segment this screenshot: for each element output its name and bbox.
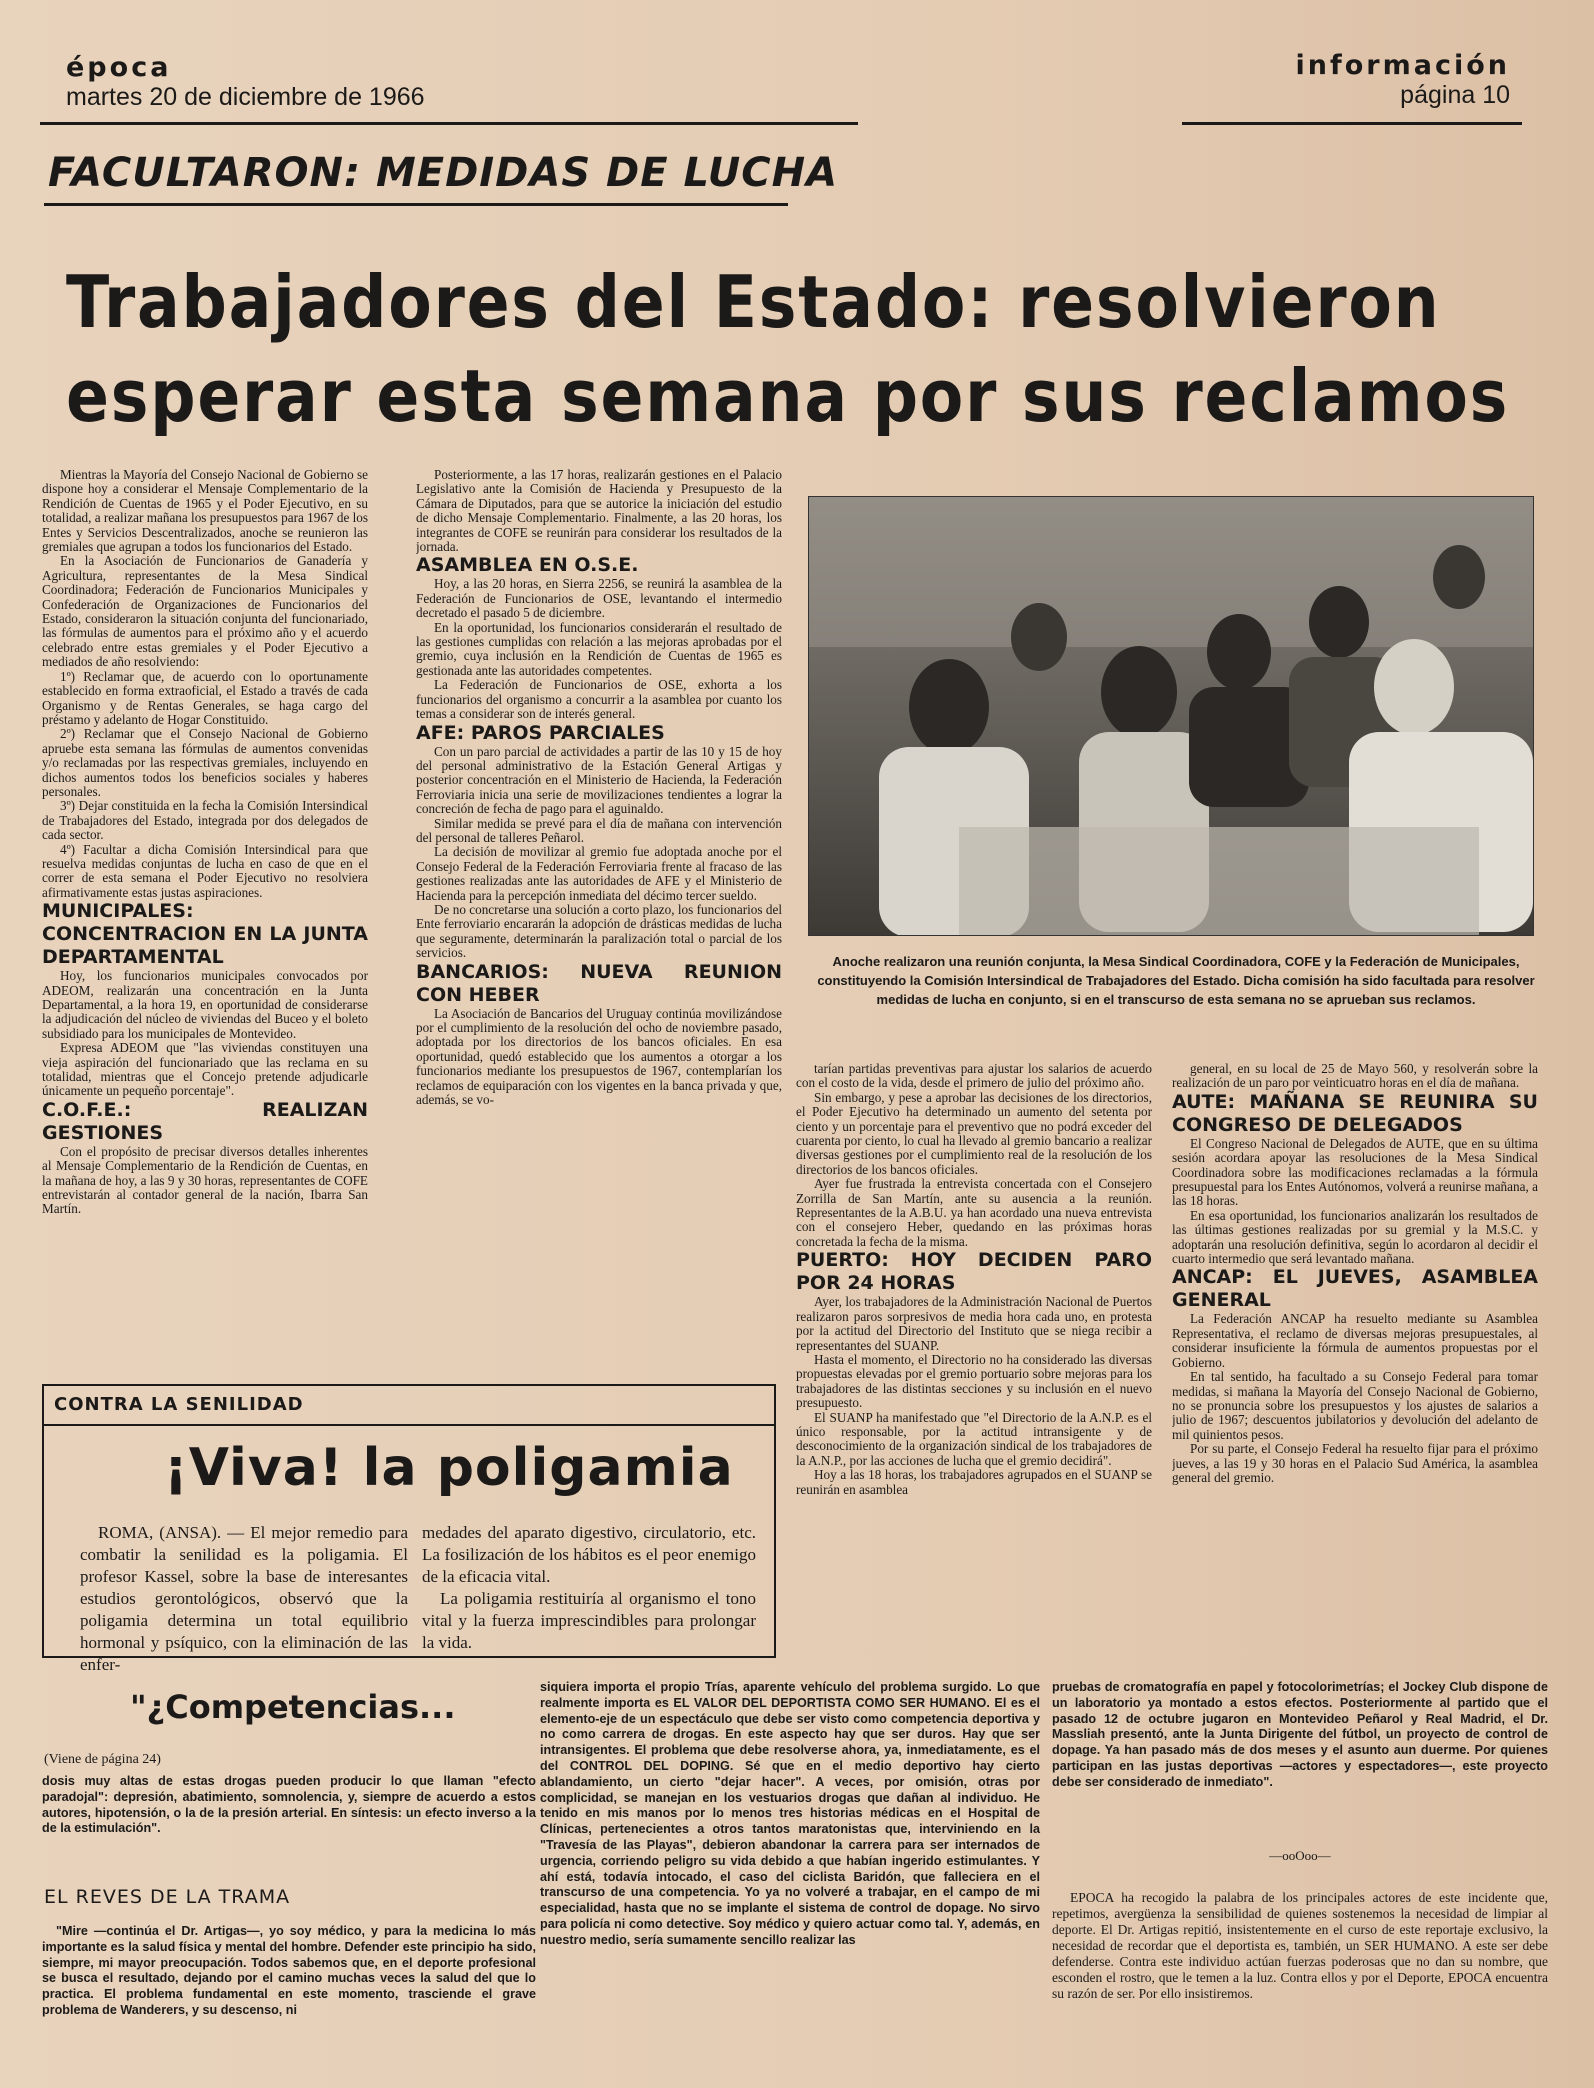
paragraph: 4º) Facultar a dicha Comisión Intersindical para que resuelva medidas conjuntas de lucha en caso de que en el correr de esta semana el Poder Ejecutivo no resolviera afirmativamente estas justas aspiraciones. — [42, 841, 368, 900]
continued-from: (Viene de página 24) — [44, 1752, 161, 1767]
masthead-right — [1180, 50, 1510, 110]
article-column-1 — [42, 468, 368, 1378]
paragraph: El Congreso Nacional de Delegados de AUTE, que en su última sesión acordara apoyar las resoluciones de la Mesa Sindical Coordinadora sobre las modificaciones reclamadas a la fórmula presupuestal para los Entes Autónomos, volverá a reunirse mañana, a las 18 horas. — [1172, 1135, 1538, 1209]
article-column-4 — [1172, 1062, 1538, 1654]
paragraph: Expresa ADEOM que "las viviendas constituyen una vieja aspiración del funcionariado que las reclama en su totalidad, mientras que el Concejo pretende adjudicarle únicamente un pequeño porcentaje". — [42, 1040, 368, 1099]
brand-name: época — [66, 52, 172, 83]
paragraph: Hoy, los funcionarios municipales convocados por ADEOM, realizarán una concentración en la Junta Departamental, a la hora 19, en oportunidad de considerarse la adjudicación del núcleo de viviendas del Buceo y el boleto subsidiado para los municipales de Montevideo. — [42, 968, 368, 1041]
paragraph: La Asociación de Bancarios del Uruguay continúa movilizándose por el cumplimiento de la resolución del ocho de noviembre pasado, adoptada por los directorios de los bancos oficiales. En esa oportunidad, quedó establecido que los aumentos a otorgar a los funcionarios mediante los presupuestos de 1967, contemplarían los reclamos de equiparación con los vigentes en la banca privada y que, además, se vo- — [416, 1005, 782, 1108]
paragraph: general, en su local de 25 de Mayo 560, y resolverán sobre la realización de un paro por veinticuatro horas en el día de mañana. — [1172, 1062, 1538, 1091]
competencias-headline: "¿Competencias... — [130, 1688, 456, 1726]
paragraph: En tal sentido, ha facultado a su Consejo Federal para tomar medidas, si mañana la Mayoría del Consejo Nacional de Gobierno, no se pronuncia sobre los presupuestos y los ajustes de salarios a julio de 1967; descuentos jubilatorios y devolución del adelanto de mil quinientos pesos. — [1172, 1369, 1538, 1442]
paragraph: Sin embargo, y pese a aprobar las decisiones de los directorios, el Poder Ejecutivo ha determinado un aumento del setenta por ciento y un porcentaje para el preventivo que no podrá exceder del cuarenta por ciento, lo cual ha llevado al gremio bancario a realizar diversas gestiones por el cumplimiento real de la resolución de los directorios de los bancos oficiales. — [796, 1089, 1152, 1177]
headline-line-2: esperar esta semana por sus reclamos — [66, 354, 1510, 438]
section-separator: —ooOoo— — [1269, 1848, 1331, 1863]
masthead-left — [66, 52, 425, 112]
issue-date: martes 20 de diciembre de 1966 — [66, 83, 425, 111]
paragraph: Ayer fue frustrada la entrevista concertada con el Consejero Zorrilla de San Martín, ante su ausencia a la reunión. Representantes de la A.B.U. ya han acordado una nueva entrevista con el consejero Heber, quedando en las próximas horas concretada la fecha de la misma. — [796, 1176, 1152, 1249]
paragraph: Mientras la Mayoría del Consejo Nacional de Gobierno se dispone hoy a considerar el Mensaje Complementario de la Rendición de Cuentas de 1965 y el Poder Ejecutivo, en su totalidad, a realizar mañana los presupuestos para 1967 de los Entes y Servicios Descentralizados, anoche se reunieron las gremiales que agrupan a todos los funcionarios del Estado. — [42, 468, 368, 555]
page-number: página 10 — [1400, 81, 1510, 109]
paragraph: Hoy, a las 20 horas, en Sierra 2256, se reunirá la asamblea de la Federación de Funcionarios de OSE, levantando el intermedio decretado el pasado 5 de diciembre. — [416, 576, 782, 621]
subhead-aute: AUTE: MAÑANA SE REUNIRA SU CONGRESO DE DELEGADOS — [1172, 1090, 1538, 1136]
paragraph: La Federación ANCAP ha resuelto mediante su Asamblea Representativa, el reclamo de diversas mejoras presupuestales, al considerar insuficiente la fórmula de aumentos propuestas por el Gobierno. — [1172, 1311, 1538, 1370]
kicker-underline — [44, 203, 788, 206]
paragraph: La Federación de Funcionarios de OSE, exhorta a los funcionarios del organismo a concurrir a la asamblea por cuanto los temas a considerar son de interés general. — [416, 677, 782, 722]
subhead-ose: ASAMBLEA EN O.S.E. — [416, 554, 639, 577]
paragraph: Con un paro parcial de actividades a partir de las 10 y 15 de hoy del personal administrativo de la Estación General Artigas y posterior concentración en el Ministerio de Hacienda, la Federación Ferroviaria inicia una serie de movilizaciones tendientes a lograr la concreción de fecha de pago para el aguinaldo. — [416, 743, 782, 817]
paragraph: ROMA, (ANSA). — El mejor remedio para combatir la senilidad es la poligamia. El profesor Kassel, sobre la base de interesantes estudios gerontológicos, observó que la poligamia determina un total equilibrio hormonal y psíquico, con la eliminación de las enfer- — [80, 1523, 408, 1674]
paragraph: Con el propósito de precisar diversos detalles inherentes al Mensaje Complementario de la Rendición de Cuentas, en la mañana de hoy, a las 9 y 30 horas, representantes de COFE entrevistarán al contador general de la nación, Ibarra San Martín. — [42, 1143, 368, 1217]
paragraph: dosis muy altas de estas drogas pueden producir lo que llaman "efecto paradojal": depresión, abatimiento, somnolencia, y, siempre de acuerdo a estos autores, hipotensión, o la de la presión arterial. En síntesis: un efecto inverso a la de la estimulación". — [42, 1774, 536, 1836]
subhead-puerto: PUERTO: HOY DECIDEN PARO POR 24 HORAS — [796, 1249, 1152, 1295]
paragraph: 3º) Dejar constituida en la fecha la Comisión Intersindical de Trabajadores del Estado, integrada por dos delegados de cada sector. — [42, 798, 368, 843]
paragraph: La poligamia restituiría al organismo el tono vital y la fuerza imprescindibles para prolongar la vida. — [422, 1589, 756, 1652]
paragraph: pruebas de cromatografía en papel y fotocolorimetrías; el Jockey Club dispone de un laboratorio ya montado a estos efectos. Posteriormente al partido que el pasado 12 de octubre jugaron en Montevideo Peñarol y Real Madrid, el Dr. Massliah presentó, ante la Junta Dirigente del fútbol, un proyecto de control de dopage. Ya han pasado más de dos meses y el asunto aun duerme. Por quienes participan en las justas deportivas —actores y espectadores—, este proyecto debe ser considerado de inmediato". — [1052, 1680, 1548, 1789]
paragraph: La decisión de movilizar al gremio fue adoptada anoche por el Consejo Federal de la Federación Ferroviaria frente al fracaso de las gestiones realizadas ante las autoridades de AFE y el Ministerio de Hacienda para la percepción inmediata del décimo tercer sueldo. — [416, 844, 782, 903]
box-column-2 — [422, 1522, 756, 1654]
subhead-ancap: ANCAP: EL JUEVES, ASAMBLEA GENERAL — [1172, 1266, 1538, 1312]
competencias-column-3 — [1052, 1680, 1548, 1791]
paragraph: EPOCA ha recogido la palabra de los principales actores de este incidente que, repetimos, avergüenza la sensibilidad de quienes sostenemos la necesidad de limpiar al deporte. El Dr. Artigas repitió, insistentemente en el curso de este reportaje exclusivo, la necesidad de recordar que el deportista es, también, un SER HUMANO. A este ser debe defenderse. Contra este individuo actúan fuerzas poderosas que no dan su nombre, que esconden el rostro, que le temen a la luz. Contra ellos y por el Deporte, EPOCA encuentra su razón de ser. Por ello insistiremos. — [1052, 1890, 1548, 2001]
subhead-municipales: MUNICIPALES: CONCENTRACION EN LA JUNTA DEPARTAMENTAL — [42, 900, 368, 969]
paragraph: En esa oportunidad, los funcionarios analizarán los resultados de las últimas gestiones realizadas por su gremial y la M.S.C. y adoptarán una resolución definitiva, según lo acordaron al decidir el cuarto intermedio que será levantado mañana. — [1172, 1207, 1538, 1267]
paragraph: Ayer, los trabajadores de la Administración Nacional de Puertos realizaron paros sorpresivos de media hora cada uno, en protesta por la actitud del Directorio del Instituto que se niega recibir a representantes del SUANP. — [796, 1294, 1152, 1353]
paragraph: El SUANP ha manifestado que "el Directorio de la A.N.P. es el único responsable, por la actitud intransigente y de desconocimiento de la organización sindical de los trabajadores de la A.N.P., por las acciones de lucha que el gremio decidirá". — [796, 1409, 1152, 1468]
paragraph: Hoy a las 18 horas, los trabajadores agrupados en el SUANP se reunirán en asamblea — [796, 1467, 1152, 1497]
competencias-column-2 — [540, 1680, 1040, 1949]
section-name: información — [1295, 50, 1510, 81]
paragraph: medades del aparato digestivo, circulatorio, etc. La fosilización de los hábitos es el peor enemigo de la eficacia vital. — [422, 1523, 756, 1586]
kicker: FACULTARON: MEDIDAS DE LUCHA — [48, 150, 839, 196]
header-rule-left — [40, 122, 858, 125]
subhead-cofe: C.O.F.E.: REALIZAN GESTIONES — [42, 1098, 368, 1144]
box-column-1 — [80, 1522, 408, 1676]
article-column-3 — [796, 1062, 1152, 1672]
paragraph: Similar medida se prevé para el día de mañana con intervención del personal de talleres Peñarol. — [416, 815, 782, 845]
paragraph: Hasta el momento, el Directorio no ha considerado las diversas propuestas elevadas por el gremio portuario sobre mejoras para los trabajadores de las distintas secciones y su inclusión en el nuevo presupuesto. — [796, 1351, 1152, 1411]
competencias-column-1b — [42, 1924, 536, 2019]
competencias-column-1a — [42, 1774, 536, 1837]
article-column-2 — [416, 468, 782, 1376]
subhead-afe: AFE: PAROS PARCIALES — [416, 721, 665, 744]
paragraph: 1º) Reclamar que, de acuerdo con lo oportunamente establecido en forma extraoficial, el Estado a través de cada Organismo y de Rentas Generales, se haga cargo del préstamo y adelanto de Hogar Constituido. — [42, 668, 368, 727]
poligamia-box — [42, 1384, 776, 1674]
paragraph: Por su parte, el Consejo Federal ha resuelto fijar para el próximo jueves, a las 19 y 30 horas en el Palacio Sud América, la asamblea general del gremio. — [1172, 1441, 1538, 1485]
competencias-column-3-end — [1052, 1890, 1548, 2002]
header-rule-right — [1182, 122, 1522, 125]
paragraph: De no concretarse una solución a corto plazo, los funcionarios del Ente ferroviario encararán la adopción de drásticas medidas de lucha que seguramente, determinarán la paralización total o parcial de los servicios. — [416, 901, 782, 961]
paragraph: "Mire —continúa el Dr. Artigas—, yo soy médico, y para la medicina lo más importante es la salud física y mental del hombre. Defender este principio ha sido, siempre, mi mayor preocupación. Todos sabemos que, en el deporte profesional se busca el resultado, dejando por el camino muchas veces la salud del que lo practica. El problema fundamental en este momento, trasciende el grave problema de Wanderers, y su descenso, ni — [42, 1924, 536, 2017]
meeting-photo — [808, 496, 1534, 936]
box-headline: ¡Viva! la poligamia — [164, 1438, 734, 1498]
paragraph: tarían partidas preventivas para ajustar los salarios de acuerdo con el costo de la vida, desde el primero de julio del próximo año. — [796, 1062, 1152, 1091]
box-kicker: CONTRA LA SENILIDAD — [54, 1394, 304, 1415]
headline-line-1: Trabajadores del Estado: resolvieron — [66, 260, 1441, 344]
paragraph: Posteriormente, a las 17 horas, realizarán gestiones en el Palacio Legislativo ante la Comisión de Hacienda y Presupuesto de la Cámara de Diputados, para que se autorice la iniciación del estudio de dicho Mensaje Complementario. Finalmente, a las 20 horas, los integrantes de COFE se reunirán para considerar los resultados de la jornada. — [416, 468, 782, 555]
subhead-reves: EL REVES DE LA TRAMA — [44, 1886, 291, 1908]
paragraph: 2º) Reclamar que el Consejo Nacional de Gobierno apruebe esta semana las fórmulas de aumentos convenidas y/o reclamadas por las respectivas gremiales, incluyendo en dichos aumentos todos los beneficios sociales y haberes personales. — [42, 726, 368, 799]
paragraph: En la Asociación de Funcionarios de Ganadería y Agricultura, representantes de la Mesa Sindical Coordinadora; Federación de Funcionarios Municipales y Confederación de Organizaciones de Funcionarios del Estado, consideraron la situación conjunta del funcionariado, las fórmulas de aumentos para el próximo año y el acuerdo celebrado entre estas gremiales y el Poder Ejecutivo a mediados de año resolviendo: — [42, 553, 368, 670]
paragraph: En la oportunidad, los funcionarios considerarán el resultado de las gestiones cumplidas con relación a las mejoras aprobadas por el gremio, cuya inclusión en la Rendición de Cuentas de 1965 es gestionada ante las autoridades competentes. — [416, 619, 782, 678]
photo-caption: Anoche realizaron una reunión conjunta, la Mesa Sindical Coordinadora, COFE y la Federación de Municipales, constituyendo la Comisión Intersindical de Trabajadores del Estado. Dicha comisión ha sido facultada para resolver medidas de lucha en conjunto, si en el transcurso de esta semana no se aprueban sus reclamos. — [817, 954, 1535, 1007]
subhead-bancarios: BANCARIOS: NUEVA REUNION CON HEBER — [416, 960, 782, 1006]
box-kicker-rule — [44, 1424, 774, 1426]
photo-illustration — [809, 497, 1533, 935]
paragraph: siquiera importa el propio Trías, aparente vehículo del problema surgido. Lo que realmente importa es EL VALOR DEL DEPORTISTA COMO SER HUMANO. El es el elemento-eje de un espectáculo que debe ser visto como competencia deportiva y no como carrera de drogas. En este aspecto hay que ser duros. Hay que ser intransigentes. El problema que debe resolverse ahora, ya, inmediatamente, es el del CONTROL DEL DOPING. Sé que en el medio deportivo hay cierto ablandamiento, un cierto "dejar hacer". A veces, por omisión, otras por complicidad, se manejan en los vestuarios drogas que dañan al individuo. He tenido en mis manos por lo menos tres historias médicas en el Hospital de Clínicas, pertenecientes a otros tantos maratonistas que, interviniendo en la "Travesía de las Playas", debieron abandonar la carrera para ser internados de urgencia, corriendo peligro su vida debido a que habían ingerido estimulantes. Y ahí está, todavía intocado, el caso del ciclista Baridón, que falleciera en el transcurso de una competencia. Yo ya no volveré a trabajar, en el campo de mi especialidad, hasta que no se implante el sistema de control de dopage. No sirvo para policía ni como detective. Soy médico y quiero actuar como tal. Y, además, en nuestro medio, sería sumamente sencillo realizar las — [540, 1680, 1040, 1947]
